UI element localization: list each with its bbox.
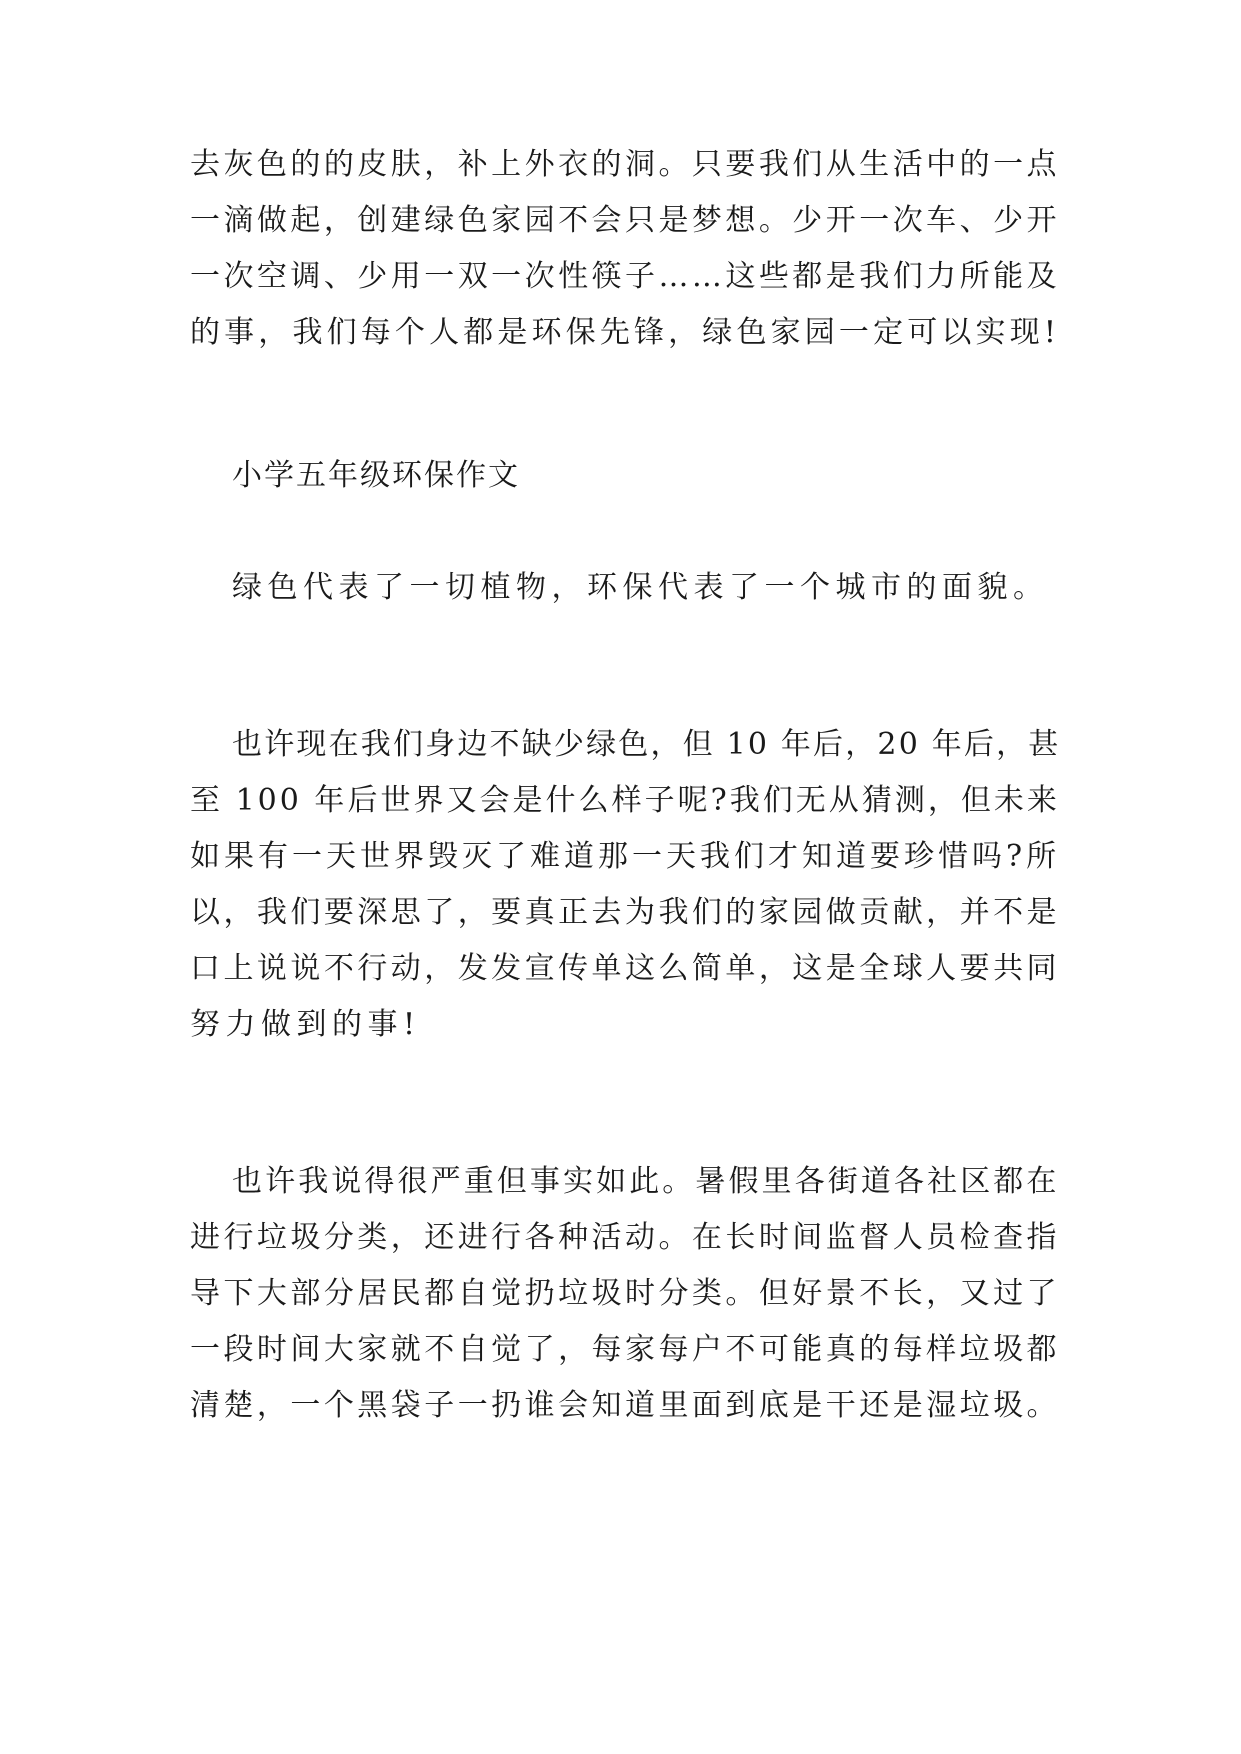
text-line: 绿色代表了一切植物，环保代表了一个城市的面貌。 bbox=[232, 570, 1049, 605]
text-line: 努力做到的事! bbox=[190, 1007, 421, 1042]
text-line: 至 100 年后世界又会是什么样子呢?我们无从猜测，但未来 bbox=[190, 783, 1060, 818]
text-line: 也许现在我们身边不缺少绿色，但 10 年后，20 年后，甚 bbox=[232, 727, 1061, 762]
text-line: 口上说说不行动，发发宣传单这么简单，这是全球人要共同 bbox=[190, 951, 1060, 986]
text-line: 一段时间大家就不自觉了，每家每户不可能真的每样垃圾都 bbox=[190, 1332, 1060, 1367]
document-title: 小学五年级环保作文 bbox=[232, 458, 520, 493]
text-line: 导下大部分居民都自觉扔垃圾时分类。但好景不长，又过了 bbox=[190, 1276, 1060, 1311]
text-line: 如果有一天世界毁灭了难道那一天我们才知道要珍惜吗?所 bbox=[190, 839, 1061, 874]
text-line: 以，我们要深思了，要真正去为我们的家园做贡献，并不是 bbox=[190, 895, 1060, 930]
text-line: 进行垃圾分类，还进行各种活动。在长时间监督人员检查指 bbox=[190, 1220, 1060, 1255]
text-line: 清楚，一个黑袋子一扔谁会知道里面到底是干还是湿垃圾。 bbox=[190, 1388, 1060, 1423]
text-line: 一次空调、少用一双一次性筷子……这些都是我们力所能及 bbox=[190, 259, 1060, 294]
text-line: 也许我说得很严重但事实如此。暑假里各街道各社区都在 bbox=[232, 1164, 1060, 1199]
text-line: 的事，我们每个人都是环保先锋，绿色家园一定可以实现! bbox=[190, 315, 1061, 350]
text-line: 去灰色的的皮肤，补上外衣的洞。只要我们从生活中的一点 bbox=[190, 147, 1060, 182]
text-line: 一滴做起，创建绿色家园不会只是梦想。少开一次车、少开 bbox=[190, 203, 1060, 238]
